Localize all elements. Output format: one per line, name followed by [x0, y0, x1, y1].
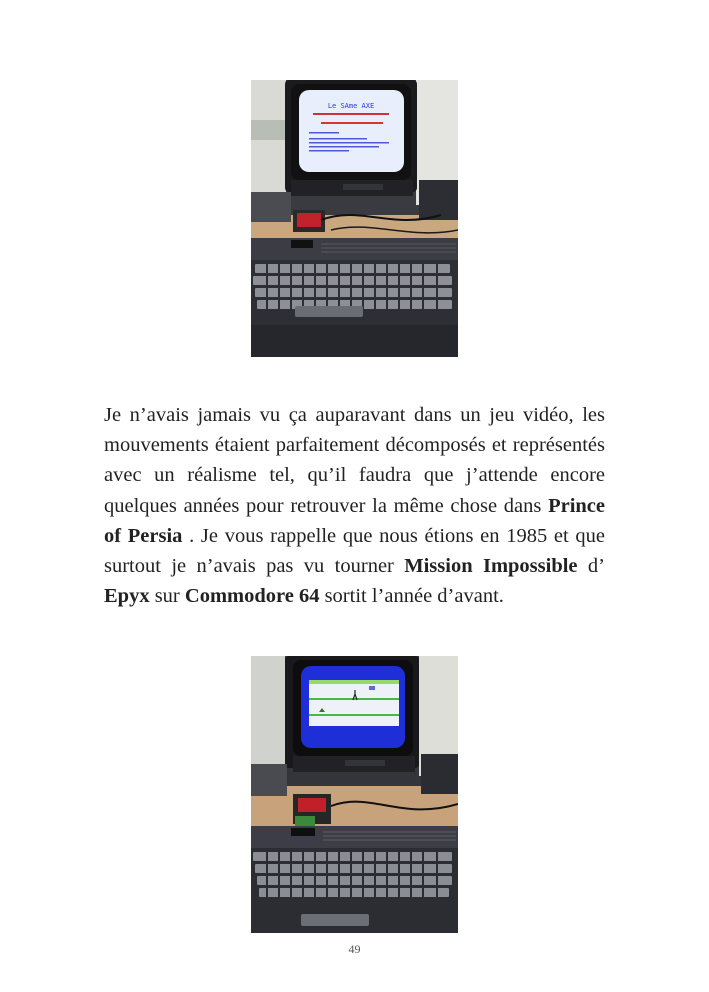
- page-number: 49: [348, 942, 361, 956]
- text-run: . Je vous rappelle que nous étions en 1985 et que surtout je n’avais pas vu tourner: [104, 524, 605, 578]
- publisher-epyx: Epyx: [104, 585, 150, 608]
- text-run: sur: [149, 585, 185, 608]
- game-title-mission-impossible: Mission Impossible: [404, 555, 578, 578]
- game-title-prince-of-persia: Prince of Persia: [104, 494, 605, 547]
- text-run: Je n’avais jamais vu ça auparavant dans un jeu vidéo, les mouvements étaient parfaitement décomposés et représentés avec un réalisme tel, qu’il faudra que j’attende encore quelques années pour retrouver la même chose dans: [104, 404, 605, 517]
- photo-computer-title-screen: [251, 80, 458, 357]
- photo-computer-game-screen: [251, 656, 458, 933]
- platform-commodore-64: Commodore 64: [184, 585, 320, 608]
- text-run: d’: [577, 555, 605, 578]
- body-paragraph: [104, 400, 605, 611]
- screen-title: Le SAme AXE: [327, 102, 375, 110]
- text-run: sortit l’année d’avant.: [319, 585, 504, 608]
